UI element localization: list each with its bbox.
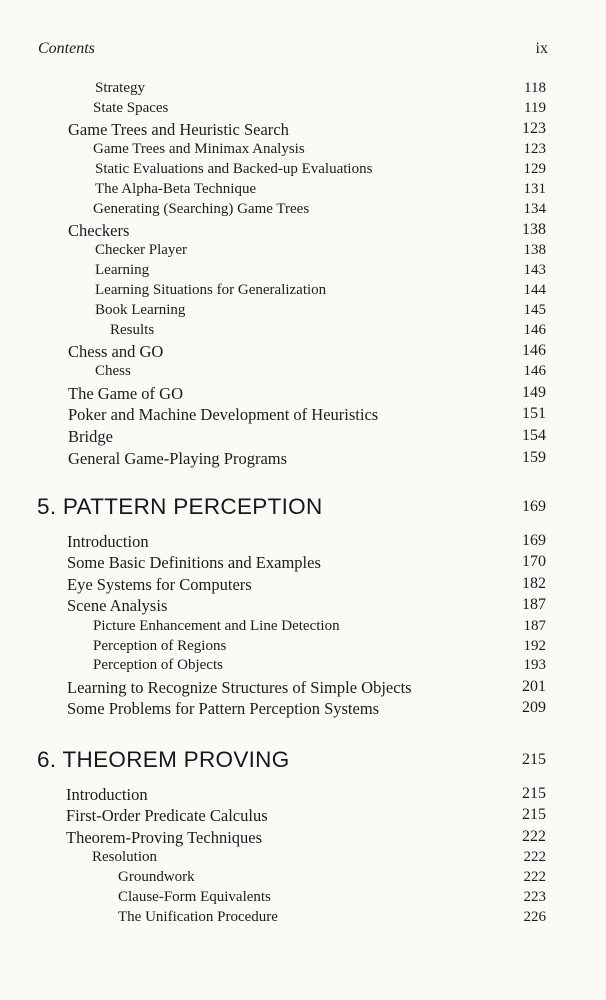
toc-entry-page: 226 [523, 909, 546, 925]
toc-entry-title: The Alpha-Beta Technique [95, 181, 257, 197]
toc-entry-title: State Spaces [93, 100, 169, 116]
toc-entry-title: The Unification Procedure [118, 909, 278, 925]
toc-entry-page: 129 [523, 161, 546, 177]
toc-entry-title: Game Trees and Heuristic Search [68, 120, 289, 139]
toc-entry-title: Scene Analysis [67, 596, 168, 615]
toc-entry-page: 192 [523, 638, 546, 654]
toc-entry-title: Groundwork [118, 869, 195, 885]
toc-entry-page: 145 [523, 302, 546, 318]
toc-entry-page: 146 [523, 363, 546, 379]
toc-entry-title: Resolution [92, 849, 158, 865]
running-header [38, 40, 548, 60]
toc-entry-page: 222 [523, 849, 546, 865]
toc-entry-page: 159 [522, 449, 546, 466]
toc-entry-page: 123 [523, 141, 546, 157]
toc-entry-title: The Game of GO [68, 384, 184, 403]
toc-entry-page: 154 [522, 427, 546, 444]
running-header-page-number: ix [535, 40, 548, 57]
running-header-section: Contents [38, 40, 95, 57]
toc-entry-page: 193 [523, 657, 546, 673]
toc-entry-title: General Game-Playing Programs [68, 449, 288, 468]
toc-entry-page: 222 [522, 828, 546, 845]
toc-entry-title: Strategy [95, 80, 145, 96]
toc-entry-page: 209 [522, 699, 546, 716]
toc-entry-title: Eye Systems for Computers [67, 575, 252, 594]
toc-entry-page: 170 [522, 553, 546, 570]
toc-entry-title: Some Problems for Pattern Perception Systems [67, 699, 380, 718]
toc-entry-page: 146 [523, 322, 546, 338]
toc-entry-title: Clause-Form Equivalents [118, 889, 271, 905]
toc-entry-page: 151 [522, 405, 546, 422]
toc-entry-title: Picture Enhancement and Line Detection [93, 618, 340, 634]
toc-entry-title: Learning to Recognize Structures of Simple Objects [67, 678, 412, 697]
toc-entry-title: Book Learning [95, 302, 186, 318]
toc-entry-page: 182 [522, 575, 546, 592]
toc-entry-title: Introduction [66, 785, 148, 804]
chapter-page: 215 [522, 751, 546, 768]
toc-entry-title: Theorem-Proving Techniques [66, 828, 263, 847]
toc-entry-page: 149 [522, 384, 546, 401]
toc-entry-page: 215 [522, 806, 546, 823]
toc-entry-page: 123 [522, 120, 546, 137]
toc-entry-page: 187 [523, 618, 546, 634]
toc-entry-title: Perception of Regions [93, 638, 227, 654]
toc-entry-title: Learning [95, 262, 150, 278]
toc-entry-page: 144 [523, 282, 546, 298]
chapter-page: 169 [522, 498, 546, 515]
toc-entry-title: Generating (Searching) Game Trees [93, 201, 310, 217]
toc-entry-page: 187 [522, 596, 546, 613]
toc-entry-page: 201 [522, 678, 546, 695]
toc-entry-title: Poker and Machine Development of Heuristics [68, 405, 379, 424]
toc-entry-page: 134 [523, 201, 546, 217]
chapter-title: 5. PATTERN PERCEPTION [37, 494, 323, 519]
toc-entry-title: First-Order Predicate Calculus [66, 806, 268, 825]
toc-entry-page: 169 [522, 532, 546, 549]
toc-entry-title: Bridge [68, 427, 113, 446]
chapter-title: 6. THEOREM PROVING [37, 747, 290, 772]
toc-entry-page: 215 [522, 785, 546, 802]
toc-entry-page: 131 [523, 181, 546, 197]
toc-entry-title: Introduction [67, 532, 149, 551]
toc-entry-page: 138 [523, 242, 546, 258]
toc-entry-title: Learning Situations for Generalization [95, 282, 327, 298]
toc-entry-page: 118 [524, 80, 546, 96]
toc-entry-title: Static Evaluations and Backed-up Evaluations [95, 161, 373, 177]
toc-entry-title: Results [110, 322, 155, 338]
toc-entry-page: 143 [523, 262, 546, 278]
toc-entry-title: Perception of Objects [93, 657, 223, 673]
toc-entry-title: Checker Player [95, 242, 188, 258]
toc-entry-page: 138 [522, 221, 546, 238]
toc-entry-title: Game Trees and Minimax Analysis [93, 141, 305, 157]
toc-entry-page: 223 [523, 889, 546, 905]
toc-entry-title: Some Basic Definitions and Examples [67, 553, 321, 572]
toc-entry-page: 222 [523, 869, 546, 885]
toc-entry-title: Checkers [68, 221, 130, 240]
toc-entry-title: Chess [95, 363, 131, 379]
toc-entry-page: 146 [522, 342, 546, 359]
toc-entry-page: 119 [524, 100, 546, 116]
toc-entry-title: Chess and GO [68, 342, 164, 361]
